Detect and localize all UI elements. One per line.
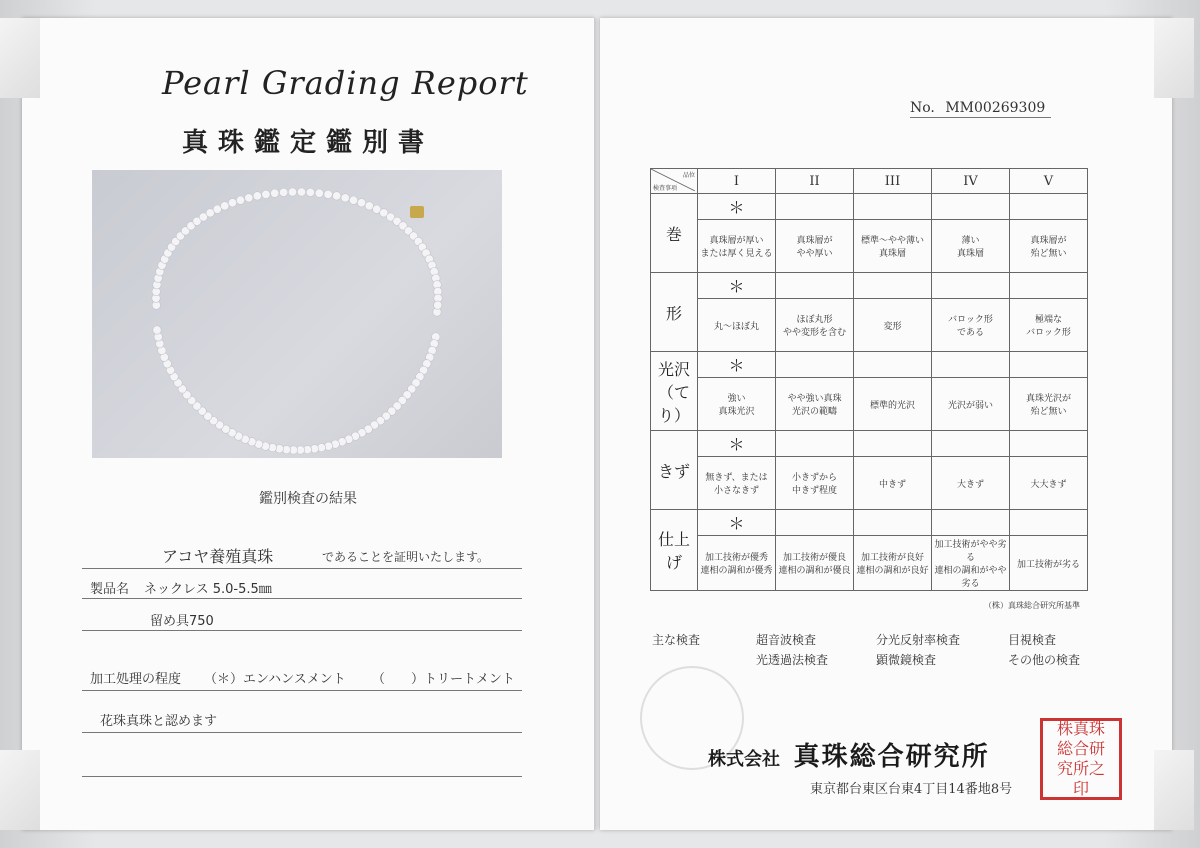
category-label: 形 [651, 273, 698, 352]
grade-description: 加工技術がやや劣る 連相の調和がやや劣る [932, 536, 1010, 591]
grade-mark-empty [1010, 194, 1088, 220]
tests-col2 [876, 630, 960, 670]
grade-mark-empty [854, 194, 932, 220]
grade-mark: ＊ [698, 352, 776, 378]
report-number-label: No. [910, 100, 935, 116]
report-number [910, 100, 1051, 118]
pearl-necklace-photo [92, 170, 502, 458]
report-title-en: Pearl Grading Report [162, 64, 529, 102]
grade-mark-empty [1010, 431, 1088, 457]
grade-description: 強い 真珠光沢 [698, 378, 776, 431]
grade-header: II [776, 169, 854, 194]
grade-description: 真珠層が厚い または厚く見える [698, 220, 776, 273]
company-seal [1040, 718, 1122, 800]
grade-description: 小きずから 中きず程度 [776, 457, 854, 510]
pearl [245, 194, 253, 202]
corner-bottom-right [1154, 750, 1194, 830]
product-label: 製品名 [90, 582, 130, 597]
pearl [341, 194, 349, 202]
company-address: 東京都台東区台東4丁目14番地8号 [810, 782, 1013, 797]
clasp-text: 留め具750 [150, 614, 214, 629]
pearl [306, 188, 314, 196]
test-item: 超音波検査 [756, 633, 817, 647]
grade-header: III [854, 169, 932, 194]
pearl [153, 326, 161, 334]
corner-top-left [0, 18, 40, 98]
pearl [297, 188, 305, 196]
grade-description: 無きず、または 小さなきず [698, 457, 776, 510]
grade-description: 大きず [932, 457, 1010, 510]
tests-col3 [1008, 630, 1080, 670]
pearl [349, 196, 357, 204]
grade-mark-empty [932, 510, 1010, 536]
grade-header: V [1010, 169, 1088, 194]
grade-header: IV [932, 169, 1010, 194]
grade-header-row [651, 169, 1088, 194]
grade-mark-empty [854, 273, 932, 299]
report-title-jp: 真珠鑑定鑑別書 [182, 128, 435, 158]
pearl-type-line [82, 544, 522, 569]
product-value: ネックレス 5.0-5.5㎜ [144, 582, 272, 597]
clasp-shape [410, 206, 424, 218]
grade-mark-empty [776, 273, 854, 299]
diag-bottom-label: 検査事項 [653, 185, 678, 192]
diag-top-label: 品位 [682, 172, 695, 179]
hanadama-text: 花珠真珠と認めます [100, 714, 218, 729]
grade-description-row [651, 378, 1088, 431]
grade-mark: ＊ [698, 273, 776, 299]
grade-description-row [651, 220, 1088, 273]
pearl [228, 199, 236, 207]
grade-description: 丸〜ほぼ丸 [698, 299, 776, 352]
results-heading: 鑑別検査の結果 [259, 491, 357, 507]
grade-mark-empty [854, 431, 932, 457]
grade-description: ほぼ丸形 やや変形を含む [776, 299, 854, 352]
treatment-label: 加工処理の程度 [90, 672, 182, 687]
grade-mark-empty [776, 510, 854, 536]
test-item: 目視検査 [1008, 633, 1057, 647]
grade-description: 薄い 真珠層 [932, 220, 1010, 273]
grade-description: 真珠光沢が 殆ど無い [1010, 378, 1088, 431]
grade-description-row [651, 536, 1088, 591]
category-label: 巻 [651, 194, 698, 273]
hanadama-line [82, 710, 522, 733]
company-prefix: 株式会社 [708, 749, 780, 770]
grade-mark-empty [932, 431, 1010, 457]
category-label: 光沢 （てり） [651, 352, 698, 431]
grade-mark-empty [1010, 510, 1088, 536]
test-item: 分光反射率検査 [876, 633, 961, 647]
pearl [333, 192, 341, 200]
grade-description: 加工技術が優良 連相の調和が優良 [776, 536, 854, 591]
grade-mark-empty [854, 352, 932, 378]
pearl [262, 190, 270, 198]
grade-star-row [651, 352, 1088, 378]
corner-top-right [1154, 18, 1194, 98]
grade-description: 標準〜やや薄い 真珠層 [854, 220, 932, 273]
grade-description: 標準的光沢 [854, 378, 932, 431]
pearl [236, 196, 244, 204]
grade-star-row [651, 273, 1088, 299]
pearl [357, 199, 365, 207]
seal-text: 株真珠総合研究所之印 [1056, 719, 1105, 798]
pearl [315, 189, 323, 197]
grade-description-row [651, 457, 1088, 510]
pearl [324, 190, 332, 198]
grade-description: 光沢が弱い [932, 378, 1010, 431]
pearl [221, 202, 229, 210]
test-item: 光透過法検査 [756, 653, 829, 667]
grade-description: 真珠層が 殆ど無い [1010, 220, 1088, 273]
treatment-line [82, 668, 522, 691]
necklace-image [92, 170, 502, 458]
grade-description: 真珠層が やや厚い [776, 220, 854, 273]
grade-mark-empty [1010, 273, 1088, 299]
clasp-line [82, 608, 522, 631]
grade-description: 中きず [854, 457, 932, 510]
grade-star-row [651, 431, 1088, 457]
company-name: 真珠総合研究所 [793, 742, 990, 772]
grade-description: 加工技術が良好 連相の調和が良好 [854, 536, 932, 591]
tests-col1 [756, 630, 828, 670]
category-label: 仕上げ [651, 510, 698, 591]
pearl-type: アコヤ養殖真珠 [162, 547, 274, 566]
company-block [708, 736, 990, 773]
grading-table [650, 168, 1088, 591]
grade-description: やや強い真珠 光沢の範疇 [776, 378, 854, 431]
grade-description: 加工技術が優秀 連相の調和が優秀 [698, 536, 776, 591]
grade-mark: ＊ [698, 510, 776, 536]
grade-mark: ＊ [698, 194, 776, 220]
pearl [279, 188, 287, 196]
grade-description: 加工技術が劣る [1010, 536, 1088, 591]
diagonal-header [651, 169, 698, 194]
grade-mark-empty [776, 194, 854, 220]
grade-description-row [651, 299, 1088, 352]
treatment-mark: （ ）トリートメント [372, 672, 515, 687]
test-item: その他の検査 [1008, 653, 1081, 667]
grade-description: 大大きず [1010, 457, 1088, 510]
grade-star-row [651, 194, 1088, 220]
grade-description: 極端な バロック形 [1010, 299, 1088, 352]
grade-mark-empty [854, 510, 932, 536]
table-footnote: （株）真珠総合研究所基準 [984, 601, 1080, 610]
grade-mark: ＊ [698, 431, 776, 457]
grade-mark-empty [776, 431, 854, 457]
pearl [271, 189, 279, 197]
enhancement-mark: （＊）エンハンスメント [204, 672, 346, 687]
test-item: 顕微鏡検査 [876, 653, 937, 667]
grade-star-row [651, 510, 1088, 536]
product-line [82, 578, 522, 599]
grade-mark-empty [932, 194, 1010, 220]
pearl [253, 192, 261, 200]
grade-description: 変形 [854, 299, 932, 352]
grade-mark-empty [1010, 352, 1088, 378]
grade-description: バロック形 である [932, 299, 1010, 352]
pearl [434, 301, 442, 309]
grade-header: I [698, 169, 776, 194]
certify-text: であることを証明いたします。 [322, 550, 490, 564]
tests-heading: 主な検査 [652, 633, 701, 647]
corner-bottom-left [0, 750, 40, 830]
grade-mark-empty [932, 352, 1010, 378]
report-number-value: MM00269309 [945, 100, 1046, 116]
grade-mark-empty [932, 273, 1010, 299]
right-page [600, 18, 1172, 830]
pearl-strand [152, 188, 442, 454]
category-label: きず [651, 431, 698, 510]
grade-mark-empty [776, 352, 854, 378]
left-page [22, 18, 595, 830]
blank-line [82, 754, 522, 777]
pearl [288, 188, 296, 196]
